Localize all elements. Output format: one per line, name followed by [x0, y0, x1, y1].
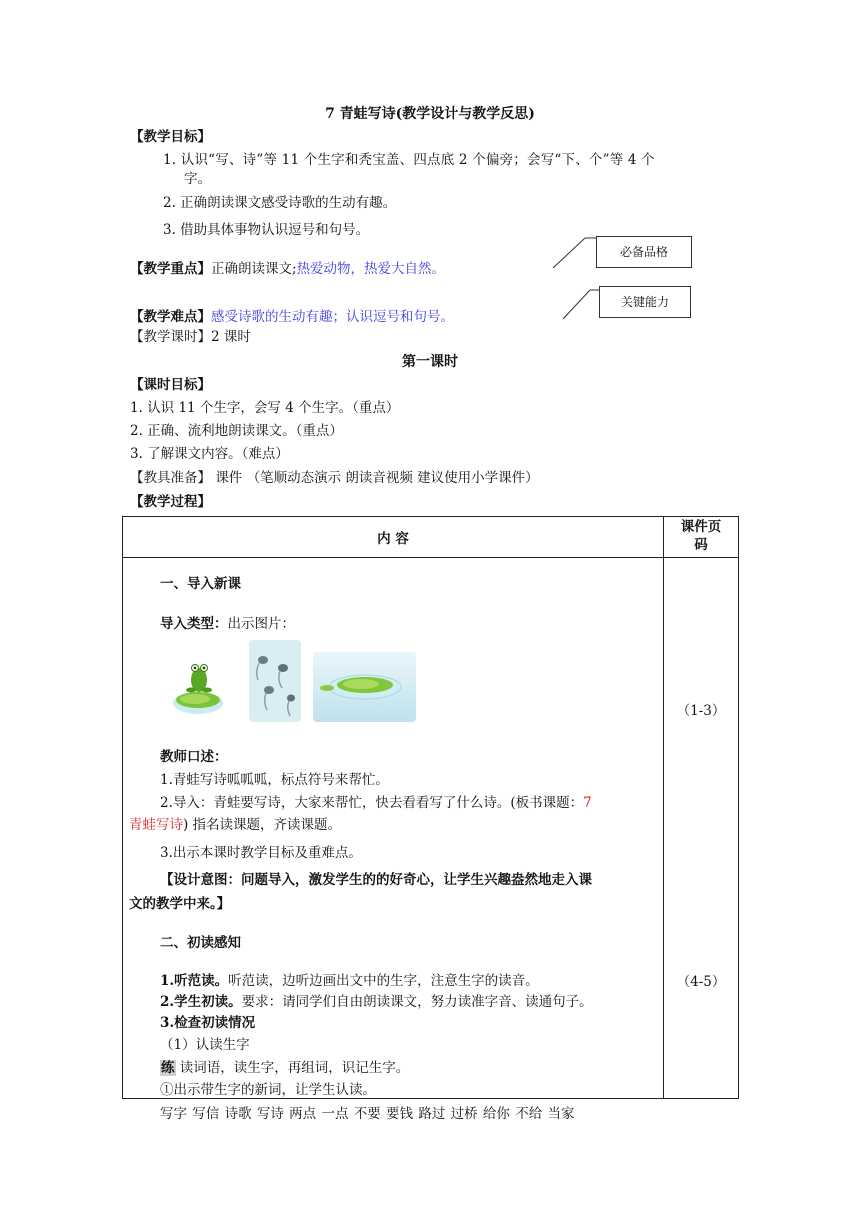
pages-cell: [664, 558, 739, 1099]
callout-connectors: [0, 0, 860, 400]
col-pages-header: [664, 517, 739, 558]
teaching-tools: 【教具准备】 课件 （笔顺动态演示 朗读音视频 建议使用小学课件）: [130, 470, 539, 486]
callout-ability: 关键能力: [599, 286, 691, 318]
narration-2-cont: [129, 815, 341, 835]
reading-step-2-text: 要求：请同学们自由朗读课文，努力读准字音、读通句子。: [241, 994, 593, 1010]
table-row: [123, 558, 739, 1099]
col-content-label: 内 容: [377, 531, 409, 547]
section-intro-heading: 一、导入新课: [160, 576, 241, 592]
narration-2-end: ) 指名读课题，齐读课题。: [183, 817, 342, 833]
goals-heading: 【教学目标】: [130, 129, 211, 145]
difficulties-highlight: 感受诗歌的生动有趣；认识逗号和句号。: [211, 309, 454, 325]
reading-step-3: 3.检查初读情况: [160, 1015, 256, 1031]
teacher-narration-label: 教师口述：: [160, 749, 228, 765]
table-header-row: [123, 517, 739, 558]
design-intent-line-1: 【设计意图：问题导入，激发学生的的好奇心，让学生兴趣盎然地走入课: [160, 872, 592, 888]
lesson-goals-heading: 【课时目标】: [130, 377, 211, 393]
intro-type-text: 出示图片：: [227, 616, 295, 632]
process-heading: 【教学过程】: [130, 494, 211, 510]
content-cell: [123, 558, 664, 1122]
pages-range-1: （1-3）: [676, 703, 726, 719]
goal-item-1: 1. 认识“写、诗”等 11 个生字和秃宝盖、四点底 2 个偏旁；会写“下、个”等 4 个: [163, 152, 655, 168]
reading-step-1: [160, 971, 539, 991]
key-points-highlight: 热爱动物，热爱大自然。: [296, 261, 446, 277]
board-title-number: 7: [583, 795, 592, 811]
show-words-instruction: ①出示带生字的新词，让学生认读。: [160, 1082, 376, 1098]
practice-text: 读词语，读生字，再组词，识记生字。: [175, 1060, 410, 1076]
section-reading-heading: 二、初读感知: [160, 935, 241, 951]
lesson-goal-1: 1. 认识 11 个生字，会写 4 个生字。（重点）: [130, 400, 400, 416]
lesson-heading: 第一课时: [402, 354, 458, 370]
reading-step-1-label: 1.听范读。: [160, 973, 229, 989]
goal-item-2: 2. 正确朗读课文感受诗歌的生动有趣。: [163, 195, 397, 211]
lesson-goal-3: 3. 了解课文内容。（难点）: [130, 446, 289, 462]
narration-2: [160, 793, 592, 813]
col-pages-label-2: 码: [694, 537, 708, 553]
class-hours: 【教学课时】2 课时: [130, 329, 251, 345]
goal-item-1-cont: 字。: [184, 171, 211, 187]
col-content-header: [123, 517, 664, 558]
lilypad-water-image: [313, 652, 416, 722]
intro-type-label: 导入类型：: [160, 616, 228, 632]
lesson-goal-2: 2. 正确、流利地朗读课文。（重点）: [130, 423, 343, 439]
callout-quality: 必备品格: [596, 236, 692, 268]
difficulties-label: 【教学难点】: [130, 309, 211, 325]
col-pages-label-1: 课件页: [680, 519, 722, 536]
board-title-text: 青蛙写诗: [129, 817, 183, 833]
key-points-label: 【教学重点】: [130, 261, 211, 277]
tadpoles-image: [249, 640, 301, 722]
practice-badge: 练: [161, 1060, 175, 1076]
intro-type: [160, 614, 295, 634]
reading-step-2-label: 2.学生初读。: [160, 994, 242, 1010]
narration-3: 3.出示本课时教学目标及重难点。: [160, 845, 362, 861]
reading-step-1-text: 听范读，边听边画出文中的生字，注意生字的读音。: [228, 973, 539, 989]
goal-item-3: 3. 借助具体事物认识逗号和句号。: [163, 222, 370, 238]
key-points-text: 正确朗读课文;: [211, 261, 297, 277]
narration-2-text: 2.导入：青蛙要写诗，大家来帮忙，快去看看写了什么诗。(板书课题：: [160, 795, 584, 811]
word-list: 写字 写信 诗歌 写诗 两点 一点 不要 要钱 路过 过桥 给你 不给 当家: [160, 1106, 575, 1122]
pages-range-2: （4-5）: [676, 974, 726, 990]
design-intent-line-2: 文的教学中来。】: [129, 896, 231, 912]
process-table: [122, 516, 739, 1122]
frog-on-lilypad-image: [171, 640, 225, 728]
reading-step-2: [160, 992, 593, 1012]
practice-line: [160, 1058, 409, 1078]
narration-1: 1.青蛙写诗呱呱呱，标点符号来帮忙。: [160, 772, 389, 788]
reading-step-3-1: （1）认读生字: [160, 1037, 250, 1053]
document-title: 7 青蛙写诗(教学设计与教学反思): [325, 106, 535, 122]
